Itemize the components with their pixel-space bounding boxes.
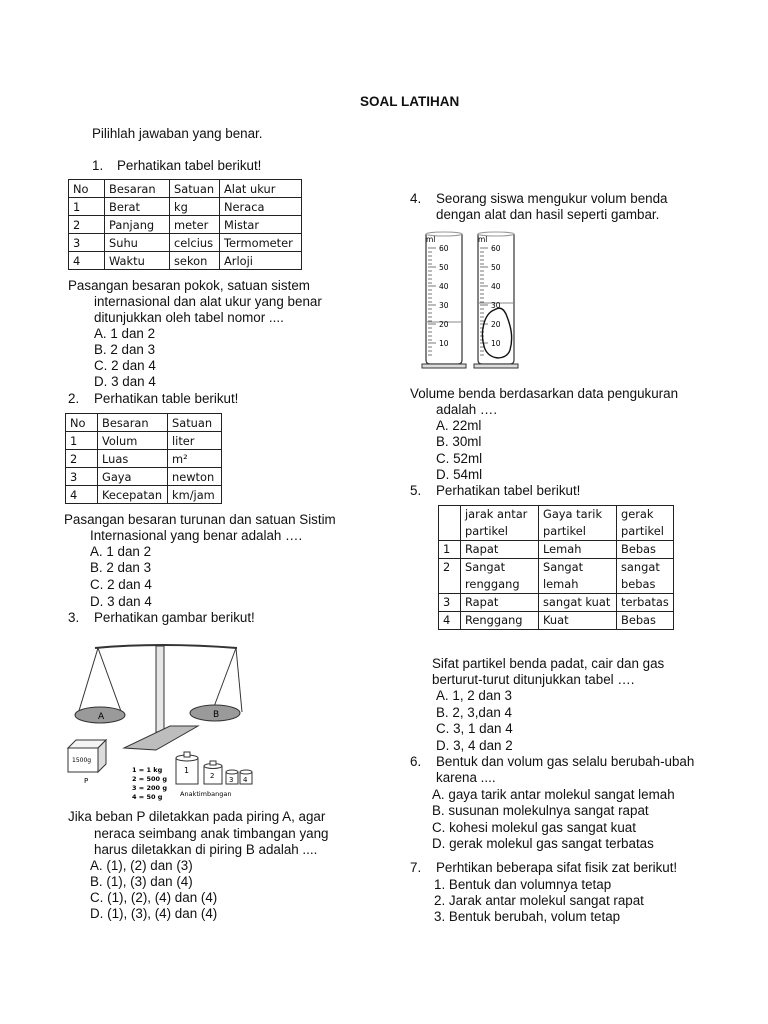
table-cell: Bebas <box>617 612 674 630</box>
q5-prompt: Perhatikan tabel berikut! <box>436 483 581 498</box>
table-row <box>439 594 674 612</box>
table-row <box>66 468 222 486</box>
cylinder-tick-label: 10 <box>491 339 501 348</box>
table-row <box>69 234 302 252</box>
q7-item: 1. Bentuk dan volumnya tetap <box>434 877 612 892</box>
q2-option-d[interactable]: D. 3 dan 4 <box>90 594 152 609</box>
q4-option-a[interactable]: A. 22ml <box>436 418 482 433</box>
q1-option-d[interactable]: D. 3 dan 4 <box>94 374 156 389</box>
q3-question-line: Jika beban P diletakkan pada piring A, agar <box>68 809 326 824</box>
pan-a-label: A <box>98 712 105 722</box>
table-cell: Gaya <box>98 468 168 486</box>
table-cell: sekon <box>170 252 220 270</box>
table-row <box>439 541 674 559</box>
measuring-cylinder-after <box>474 232 518 368</box>
mass-legend-line: 3 = 200 g <box>132 784 167 792</box>
q3-question-line: harus diletakkan di piring B adalah .... <box>94 842 318 857</box>
q3-option-d[interactable]: D. (1), (3), (4) dan (4) <box>90 906 218 921</box>
table-header-cell: Gaya tarik partikel <box>539 506 617 541</box>
balance-scale-figure <box>62 640 282 808</box>
table-cell: Termometer <box>220 234 302 252</box>
table-cell: Waktu <box>105 252 170 270</box>
table-cell: Neraca <box>220 198 302 216</box>
q1-option-a[interactable]: A. 1 dan 2 <box>94 326 156 341</box>
table-row <box>66 432 222 450</box>
table-cell: Lemah <box>539 541 617 559</box>
table-header-cell: No <box>66 414 98 432</box>
q4-option-d[interactable]: D. 54ml <box>436 467 483 482</box>
table-header-row <box>66 414 222 432</box>
q4-question-line: adalah …. <box>436 402 498 417</box>
q2-table <box>65 413 222 504</box>
table-row <box>69 198 302 216</box>
table-cell: 4 <box>439 612 461 630</box>
mass-legend-line: 2 = 500 g <box>132 775 167 783</box>
table-row <box>439 612 674 630</box>
q6-question-line: Bentuk dan volum gas selalu berubah-ubah <box>436 754 695 769</box>
table-cell: 2 <box>66 450 98 468</box>
q1-question-line: Pasangan besaran pokok, satuan sistem <box>68 278 310 293</box>
table-cell: 3 <box>69 234 105 252</box>
mass-1-label: 1 <box>184 766 190 775</box>
table-cell: 4 <box>66 486 98 504</box>
table-cell: m² <box>168 450 222 468</box>
table-header-row <box>69 180 302 198</box>
table-header-cell: Besaran <box>105 180 170 198</box>
q3-prompt: Perhatikan gambar berikut! <box>94 610 255 625</box>
q4-number: 4. <box>410 191 422 206</box>
q2-question-line: Internasional yang benar adalah …. <box>90 528 303 543</box>
table-cell: km/jam <box>168 486 222 504</box>
q1-option-b[interactable]: B. 2 dan 3 <box>94 342 156 357</box>
cylinder-tick-label: 50 <box>439 263 449 272</box>
q2-option-b[interactable]: B. 2 dan 3 <box>90 560 152 575</box>
q7-item: 3. Bentuk berubah, volum tetap <box>434 909 621 924</box>
table-cell: 1 <box>69 198 105 216</box>
q2-option-a[interactable]: A. 1 dan 2 <box>90 544 152 559</box>
cylinder-tick-label: 40 <box>439 282 449 291</box>
table-cell: 2 <box>439 559 461 594</box>
table-cell: Kecepatan <box>98 486 168 504</box>
q5-question-line: berturut-turut ditunjukkan tabel …. <box>432 672 635 687</box>
cylinder-tick-label: 60 <box>439 244 449 253</box>
table-cell: Luas <box>98 450 168 468</box>
table-cell: Rapat <box>461 594 539 612</box>
table-row <box>66 450 222 468</box>
table-cell: 2 <box>69 216 105 234</box>
table-cell: 4 <box>69 252 105 270</box>
table-header-cell: Satuan <box>170 180 220 198</box>
q3-option-a[interactable]: A. (1), (2) dan (3) <box>90 858 193 873</box>
table-cell: Renggang <box>461 612 539 630</box>
table-header-cell: gerak partikel <box>617 506 674 541</box>
table-cell: Bebas <box>617 541 674 559</box>
table-cell: sangat bebas <box>617 559 674 594</box>
table-cell: Sangat lemah <box>539 559 617 594</box>
measuring-cylinders-figure <box>414 228 534 372</box>
table-cell: Berat <box>105 198 170 216</box>
q3-question-line: neraca seimbang anak timbangan yang <box>94 826 329 841</box>
table-header-cell: Besaran <box>98 414 168 432</box>
cylinder-unit-label: ml <box>426 235 436 244</box>
cylinder-tick-label: 30 <box>491 301 501 310</box>
cylinder-unit-label: ml <box>478 235 488 244</box>
table-cell: 3 <box>66 468 98 486</box>
q5-table <box>438 505 674 630</box>
q4-prompt-line: Seorang siswa mengukur volum benda <box>436 191 668 206</box>
table-cell: 3 <box>439 594 461 612</box>
q3-option-b[interactable]: B. (1), (3) dan (4) <box>90 874 193 889</box>
cylinder-tick-label: 40 <box>491 282 501 291</box>
immersed-object <box>482 308 511 358</box>
q2-option-c[interactable]: C. 2 dan 4 <box>90 577 152 592</box>
cylinder-tick-label: 30 <box>439 301 449 310</box>
q7-item: 2. Jarak antar molekul sangat rapat <box>434 893 644 908</box>
table-cell: newton <box>168 468 222 486</box>
q2-question-line: Pasangan besaran turunan dan satuan Sistim <box>64 512 336 527</box>
q6-option-d[interactable]: D. gerak molekul gas sangat terbatas <box>432 836 654 851</box>
table-cell: Sangat renggang <box>461 559 539 594</box>
table-cell: liter <box>168 432 222 450</box>
mass-4-label: 4 <box>243 776 248 784</box>
table-row <box>69 216 302 234</box>
q4-option-c[interactable]: C. 52ml <box>436 451 483 466</box>
q6-option-c[interactable]: C. kohesi molekul gas sangat kuat <box>432 820 636 835</box>
table-row <box>66 486 222 504</box>
q1-number: 1. <box>92 158 104 173</box>
table-cell: Rapat <box>461 541 539 559</box>
table-cell: Arloji <box>220 252 302 270</box>
mass-legend-line: 4 = 50 g <box>132 793 163 801</box>
q7-prompt: Perhtikan beberapa sifat fisik zat berikut! <box>436 860 678 875</box>
weight-p-value: 1500g <box>72 757 92 764</box>
q5-option-a[interactable]: A. 1, 2 dan 3 <box>436 688 512 703</box>
page-title: SOAL LATIHAN <box>360 94 460 109</box>
q1-question-line: internasional dan alat ukur yang benar <box>94 294 322 309</box>
q1-table <box>68 179 302 270</box>
q5-question-line: Sifat partikel benda padat, cair dan gas <box>432 656 665 671</box>
table-cell: sangat kuat <box>539 594 617 612</box>
cylinder-tick-label: 10 <box>439 339 449 348</box>
mass-2-label: 2 <box>210 772 215 780</box>
table-cell: Suhu <box>105 234 170 252</box>
table-header-cell: Satuan <box>168 414 222 432</box>
q2-prompt: Perhatikan table berikut! <box>94 391 239 406</box>
q1-prompt: Perhatikan tabel berikut! <box>117 158 262 173</box>
table-header-cell: jarak antar partikel <box>461 506 539 541</box>
q6-option-b[interactable]: B. susunan molekulnya sangat rapat <box>432 803 649 818</box>
table-cell: Volum <box>98 432 168 450</box>
q5-option-b[interactable]: B. 2, 3,dan 4 <box>436 705 512 720</box>
table-cell: 1 <box>66 432 98 450</box>
mass-legend-line: 1 = 1 kg <box>132 766 163 774</box>
table-cell: kg <box>170 198 220 216</box>
table-cell: Kuat <box>539 612 617 630</box>
table-cell: celcius <box>170 234 220 252</box>
table-cell: Mistar <box>220 216 302 234</box>
table-cell: Panjang <box>105 216 170 234</box>
table-header-cell: Alat ukur <box>220 180 302 198</box>
table-row <box>439 559 674 594</box>
q4-question-line: Volume benda berdasarkan data pengukuran <box>410 386 679 401</box>
q1-option-c[interactable]: C. 2 dan 4 <box>94 358 156 373</box>
measuring-cylinder-before <box>422 232 466 368</box>
q3-option-c[interactable]: C. (1), (2), (4) dan (4) <box>90 890 218 905</box>
cylinder-tick-label: 60 <box>491 244 501 253</box>
q6-number: 6. <box>410 754 422 769</box>
table-header-row <box>439 506 674 541</box>
instruction-text: Pilihlah jawaban yang benar. <box>92 126 263 141</box>
table-row <box>69 252 302 270</box>
q7-number: 7. <box>410 860 422 875</box>
mass-3-label: 3 <box>229 776 234 784</box>
q6-option-a[interactable]: A. gaya tarik antar molekul sangat lemah <box>432 787 675 802</box>
weight-p-label: P <box>84 777 89 785</box>
q5-option-c[interactable]: C. 3, 1 dan 4 <box>436 721 513 736</box>
cylinder-tick-label: 20 <box>439 320 449 329</box>
table-header-cell: No <box>69 180 105 198</box>
table-header-cell <box>439 506 461 541</box>
table-cell: meter <box>170 216 220 234</box>
cylinder-tick-label: 50 <box>491 263 501 272</box>
q6-question-line: karena .... <box>436 770 496 785</box>
cylinder-tick-label: 20 <box>491 320 501 329</box>
q3-number: 3. <box>68 610 80 625</box>
q4-prompt-line: dengan alat dan hasil seperti gambar. <box>436 207 660 222</box>
pan-b-label: B <box>213 710 220 720</box>
q2-number: 2. <box>68 391 80 406</box>
q4-option-b[interactable]: B. 30ml <box>436 434 482 449</box>
q5-option-d[interactable]: D. 3, 4 dan 2 <box>436 738 513 753</box>
table-cell: 1 <box>439 541 461 559</box>
q1-question-line: ditunjukkan oleh tabel nomor .... <box>94 310 284 325</box>
table-cell: terbatas <box>617 594 674 612</box>
q5-number: 5. <box>410 483 422 498</box>
masses-caption: Anaktimbangan <box>180 790 232 798</box>
